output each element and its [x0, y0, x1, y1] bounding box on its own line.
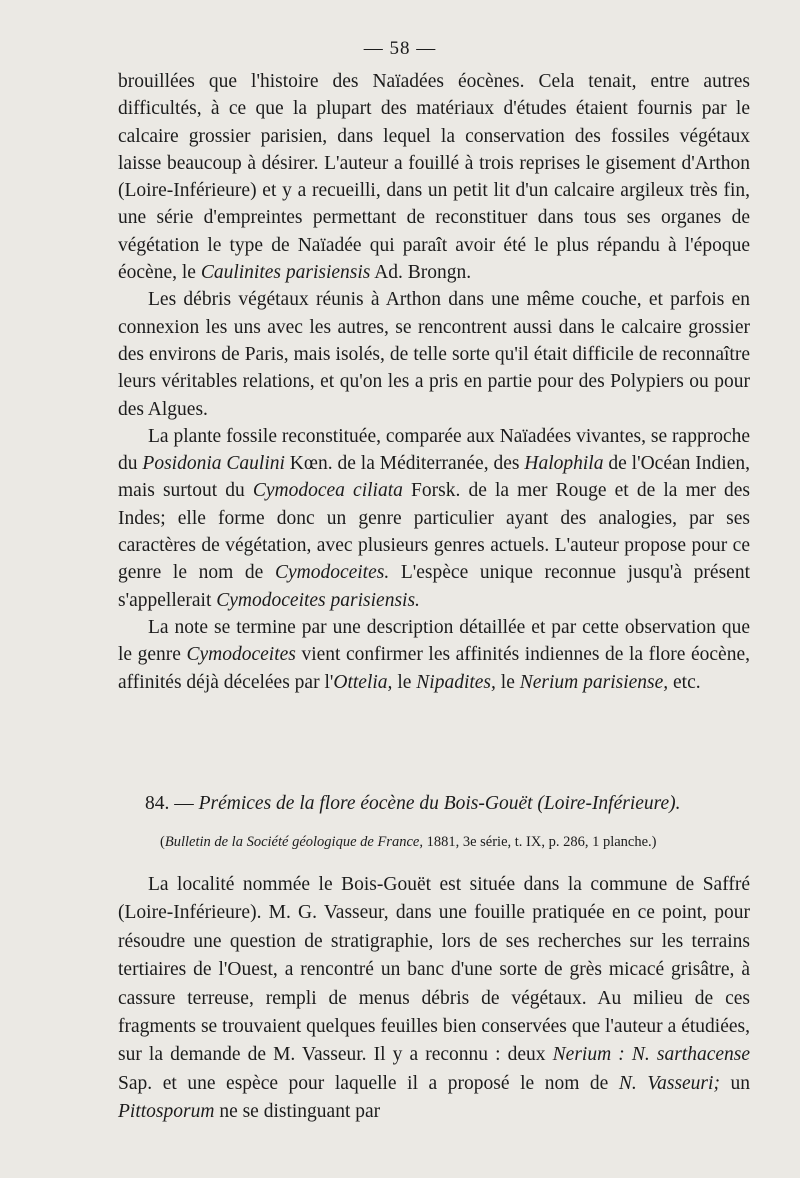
taxon-name: Caulinites parisiensis: [200, 262, 371, 284]
section-number: 84. —: [145, 793, 194, 814]
taxon-name: Ottelia,: [333, 671, 393, 693]
taxon-name: Nerium parisiense,: [519, 671, 669, 693]
taxon-name: Halophila: [524, 453, 604, 475]
section-body: [118, 871, 750, 1127]
taxon-name: Cymodocea ciliata: [252, 480, 403, 502]
paragraph: La note se termine par une description détaillée et par cette observation que le genre Cymodoceites vient confirmer les affinités indiennes de la flore éocène, affinités déjà décelées par l'Ottelia, le Nipadites, le Nerium parisiense, etc.: [118, 616, 750, 693]
paragraph: La localité nommée le Bois-Gouët est située dans la commune de Saffré (Loire-Inférieure). M. G. Vasseur, dans une fouille pratiquée en ce point, pour résoudre une question de stratigraphie, lors de ses recherches sur les terrains tertiaires de l'Ouest, a rencontré un banc d'une sorte de grès micacé grisâtre, à cassure terreuse, rempli de menus débris de végétaux. Au milieu de ces fragments se trouvaient quelques feuilles bien conservées que l'auteur a étudiées, sur la demande de M. Vasseur. Il y a reconnu : deux Nerium : N. sarthacense Sap. et une espèce pour laquelle il a proposé le nom de N. Vasseuri; un Pittosporum ne se distinguant par: [118, 874, 750, 1123]
taxon-name: Nerium : N. sarthacense: [552, 1044, 750, 1066]
citation-details: 1881, 3e série, t. IX, p. 286, 1 planche.): [422, 834, 657, 850]
paragraph: La plante fossile reconstituée, comparée aux Naïadées vivantes, se rapproche du Posidonia Caulini Kœn. de la Méditerranée, des Halophila de l'Océan Indien, mais surtout du Cymodocea ciliata Forsk. de la mer Rouge et de la mer des Indes; elle forme donc un genre particulier ayant des analogies, par ses caractères de végétation, avec plusieurs genres actuels. L'auteur propose pour ce genre le nom de Cymodoceites. L'espèce unique reconnue jusqu'à présent s'appellerait Cymodoceites parisiensis.: [118, 425, 750, 611]
taxon-name: N. Vasseuri;: [618, 1072, 720, 1094]
bibliographic-citation: (Bulletin de la Société géologique de France, 1881, 3e série, t. IX, p. 286, 1 planche.): [160, 834, 657, 850]
paragraph: Les débris végétaux réunis à Arthon dans une même couche, et parfois en connexion les uns avec les autres, se rencontrent aussi dans le calcaire grossier des environs de Paris, mais isolés, de telle sorte qu'il était difficile de reconnaître leurs véritables relations, et qu'on les a pris en partie pour des Polypiers ou pour des Algues.: [118, 289, 750, 420]
taxon-name: Cymodoceites.: [274, 562, 390, 584]
section-title: Prémices de la flore éocène du Bois-Gouët (Loire-Inférieure).: [198, 793, 681, 814]
continuation-text: [118, 68, 750, 696]
taxon-name: Pittosporum: [118, 1101, 215, 1123]
taxon-name: Cymodoceites: [186, 644, 296, 666]
taxon-name: Posidonia Caulini: [142, 453, 285, 475]
paragraph: brouillées que l'histoire des Naïadées éocènes. Cela tenait, entre autres difficultés, à ce que la plupart des matériaux d'études étaient fournis par le calcaire grossier parisien, dans lequel la conservation des fossiles végétaux laisse beaucoup à désirer. L'auteur a fouillé à trois reprises le gisement d'Arthon (Loire-Inférieure) et y a recueilli, dans un petit lit d'un calcaire argileux très fin, une série d'empreintes permettant de reconstituer dans tous ses organes de végétation le type de Naïadée qui paraît avoir été le plus répandu à l'époque éocène, le Caulinites parisiensis Ad. Brongn.: [118, 71, 750, 284]
journal-name: Bulletin de la Société géologique de France,: [164, 834, 423, 850]
taxon-name: Cymodoceites parisiensis.: [216, 589, 420, 611]
page-number: — 58 —: [363, 38, 437, 59]
taxon-name: Nipadites,: [416, 671, 496, 693]
section-heading: [145, 790, 765, 817]
